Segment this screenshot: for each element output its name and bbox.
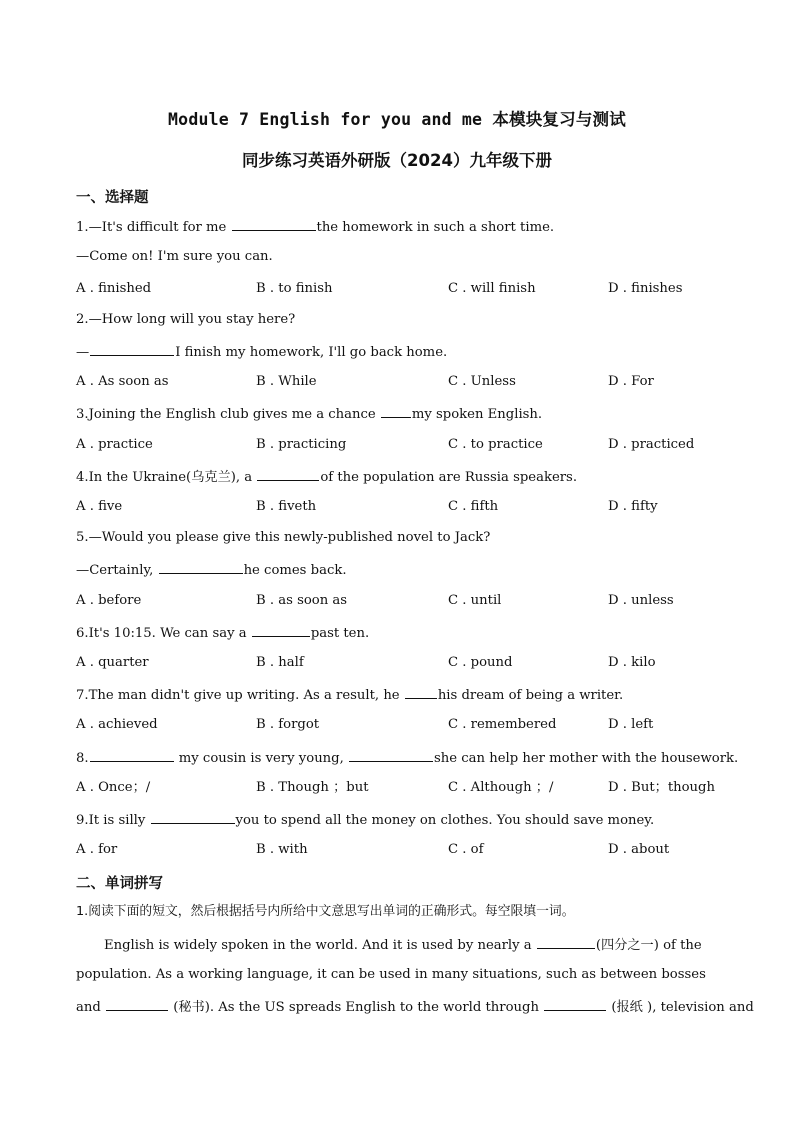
question-2-reply: — I finish my homework, I'll go back home.: [76, 342, 447, 362]
question-3-options: [76, 436, 716, 454]
question-8-options: [76, 779, 716, 797]
question-7-stem: 7.The man didn't give up writing. As a result, he his dream of being a writer.: [76, 685, 623, 705]
option-b[interactable]: B . to finish: [256, 281, 333, 296]
answer-blank[interactable]: [90, 342, 174, 356]
question-5-reply: —Certainly, he comes back.: [76, 560, 347, 580]
answer-blank[interactable]: [349, 748, 433, 762]
answer-blank[interactable]: [232, 217, 316, 231]
option-b[interactable]: B . practicing: [256, 437, 347, 452]
answer-blank[interactable]: [257, 467, 319, 481]
option-d[interactable]: D . But；though: [608, 780, 715, 795]
answer-blank[interactable]: [151, 810, 235, 824]
option-d[interactable]: D . left: [608, 717, 654, 732]
option-c[interactable]: C . fifth: [448, 499, 499, 514]
answer-blank[interactable]: [159, 560, 243, 574]
option-b[interactable]: B . Though ；but: [256, 780, 369, 795]
option-a[interactable]: A . five: [76, 499, 123, 514]
option-d[interactable]: D . kilo: [608, 655, 656, 670]
option-b[interactable]: B . as soon as: [256, 593, 348, 608]
passage-line-3: and (秘书). As the US spreads English to the world through (报纸 ), television and: [76, 997, 754, 1017]
option-c[interactable]: C . will finish: [448, 281, 536, 296]
option-a[interactable]: A . quarter: [76, 655, 149, 670]
option-a[interactable]: A . As soon as: [76, 374, 169, 389]
answer-blank[interactable]: [90, 748, 174, 762]
section-heading-choice: 一、选择题: [76, 190, 149, 206]
section-heading-spelling: 二、单词拼写: [76, 876, 163, 892]
option-c[interactable]: C . Although ；/: [448, 780, 554, 795]
answer-blank[interactable]: [381, 404, 411, 418]
option-a[interactable]: A . Once；/: [76, 780, 151, 795]
question-5-stem: 5.—Would you please give this newly-published novel to Jack?: [76, 530, 491, 545]
question-9-stem: 9.It is silly you to spend all the money on clothes. You should save money.: [76, 810, 654, 830]
question-1-reply: —Come on! I'm sure you can.: [76, 249, 273, 264]
option-c[interactable]: C . pound: [448, 655, 513, 670]
option-c[interactable]: C . to practice: [448, 437, 543, 452]
answer-blank[interactable]: [537, 935, 595, 949]
option-d[interactable]: D . unless: [608, 593, 674, 608]
option-b[interactable]: B . While: [256, 374, 317, 389]
option-d[interactable]: D . fifty: [608, 499, 658, 514]
option-b[interactable]: B . forgot: [256, 717, 320, 732]
option-d[interactable]: D . For: [608, 374, 654, 389]
option-b[interactable]: B . half: [256, 655, 304, 670]
question-1-options: [76, 280, 716, 298]
option-a[interactable]: A . achieved: [76, 717, 158, 732]
question-7-options: [76, 716, 716, 734]
question-2-options: [76, 373, 716, 391]
question-8-stem: 8. my cousin is very young, she can help her mother with the housework.: [76, 748, 738, 768]
question-3-stem: 3.Joining the English club gives me a chance my spoken English.: [76, 404, 542, 424]
question-4-stem: 4.In the Ukraine(乌克兰), a of the population are Russia speakers.: [76, 467, 577, 487]
question-9-options: [76, 841, 716, 859]
option-a[interactable]: A . for: [76, 842, 118, 857]
question-6-options: [76, 654, 716, 672]
option-a[interactable]: A . before: [76, 593, 142, 608]
option-b[interactable]: B . fiveth: [256, 499, 317, 514]
question-6-stem: 6.It's 10:15. We can say a past ten.: [76, 623, 369, 643]
option-a[interactable]: A . finished: [76, 281, 152, 296]
question-4-options: [76, 498, 716, 516]
option-d[interactable]: D . finishes: [608, 281, 683, 296]
answer-blank[interactable]: [544, 997, 606, 1011]
option-d[interactable]: D . about: [608, 842, 670, 857]
option-c[interactable]: C . until: [448, 593, 502, 608]
question-5-options: [76, 592, 716, 610]
question-2-stem: 2.—How long will you stay here?: [76, 312, 296, 327]
document-title: Module 7 English for you and me 本模块复习与测试: [168, 110, 626, 129]
document-subtitle: 同步练习英语外研版（2024）九年级下册: [242, 151, 552, 170]
option-c[interactable]: C . Unless: [448, 374, 516, 389]
answer-blank[interactable]: [405, 685, 437, 699]
option-c[interactable]: C . remembered: [448, 717, 557, 732]
passage-line-2: population. As a working language, it can be used in many situations, such as between bosses: [76, 967, 706, 982]
spelling-instruction: 1.阅读下面的短文，然后根据括号内所给中文意思写出单词的正确形式。每空限填一词。: [76, 904, 575, 919]
option-b[interactable]: B . with: [256, 842, 308, 857]
answer-blank[interactable]: [106, 997, 168, 1011]
answer-blank[interactable]: [252, 623, 310, 637]
option-c[interactable]: C . of: [448, 842, 484, 857]
passage-line-1: English is widely spoken in the world. And it is used by nearly a (四分之一) of the: [104, 935, 702, 955]
option-a[interactable]: A . practice: [76, 437, 153, 452]
option-d[interactable]: D . practiced: [608, 437, 695, 452]
question-1-stem: 1.—It's difficult for me the homework in such a short time.: [76, 217, 554, 237]
